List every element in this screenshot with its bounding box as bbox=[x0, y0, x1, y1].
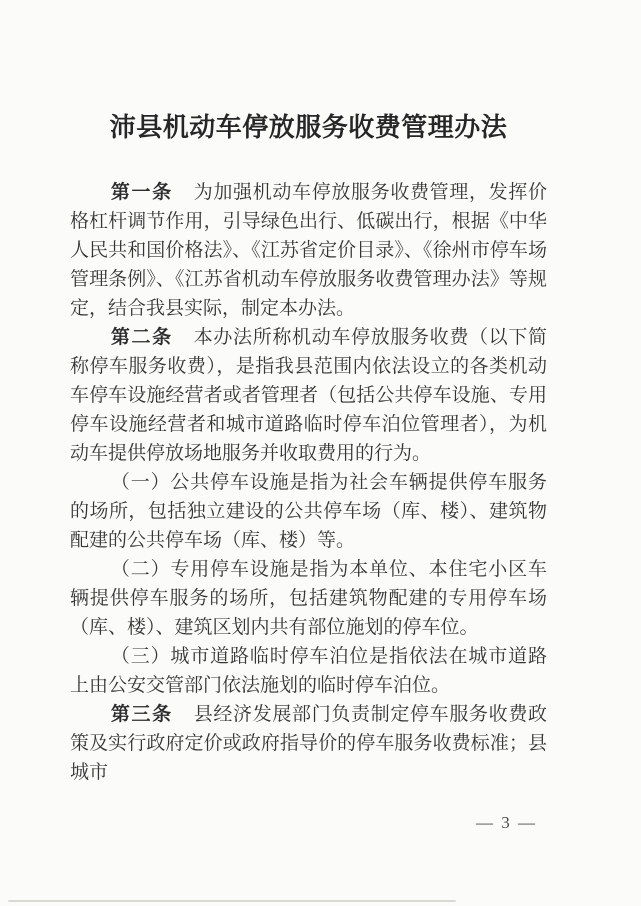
article-3-label: 第三条 bbox=[110, 704, 173, 725]
scan-edge-artifact bbox=[8, 900, 456, 902]
definition-item-2-paragraph bbox=[70, 555, 547, 642]
page-number: — 3 — bbox=[476, 813, 537, 832]
article-1-text: 为加强机动车停放服务收费管理，发挥价格杠杆调节作用，引导绿色出行、低碳出行，根据《中华人民共和国价格法》、《江苏省定价目录》、《徐州市停车场管理条例》、《江苏省机动车停放服务收费管理办法》等规定，结合我县实际，制定本办法。 bbox=[70, 182, 547, 319]
definition-item-3-paragraph bbox=[70, 642, 547, 700]
article-2-label: 第二条 bbox=[110, 327, 173, 348]
definition-item-2-text: （二）专用停车设施是指为本单位、本住宅小区车辆提供停车服务的场所，包括建筑物配建的专用停车场（库、楼）、建筑区划内共有部位施划的停车位。 bbox=[70, 559, 547, 638]
definition-item-3-text: （三）城市道路临时停车泊位是指依法在城市道路上由公安交管部门依法施划的临时停车泊位。 bbox=[70, 646, 547, 696]
article-1-paragraph bbox=[70, 178, 547, 323]
article-2-text: 本办法所称机动车停放服务收费（以下简称停车服务收费），是指我县范围内依法设立的各类机动车停车设施经营者或者管理者（包括公共停车设施、专用停车设施经营者和城市道路临时停车泊位管理者），为机动车提供停放场地服务并收取费用的行为。 bbox=[70, 327, 547, 464]
definition-item-1-text: （一）公共停车设施是指为社会车辆提供停车服务的场所，包括独立建设的公共停车场（库、楼）、建筑物配建的公共停车场（库、楼）等。 bbox=[70, 472, 547, 551]
document-title: 沛县机动车停放服务收费管理办法 bbox=[109, 113, 508, 142]
article-2-paragraph bbox=[70, 323, 547, 468]
article-3-paragraph bbox=[70, 700, 547, 787]
article-1-label: 第一条 bbox=[110, 182, 173, 203]
article-3-text: 县经济发展部门负责制定停车服务收费政策及实行政府定价或政府指导价的停车服务收费标准；县城市 bbox=[70, 704, 547, 783]
definition-item-1-paragraph bbox=[70, 468, 547, 555]
document-body bbox=[70, 178, 547, 787]
